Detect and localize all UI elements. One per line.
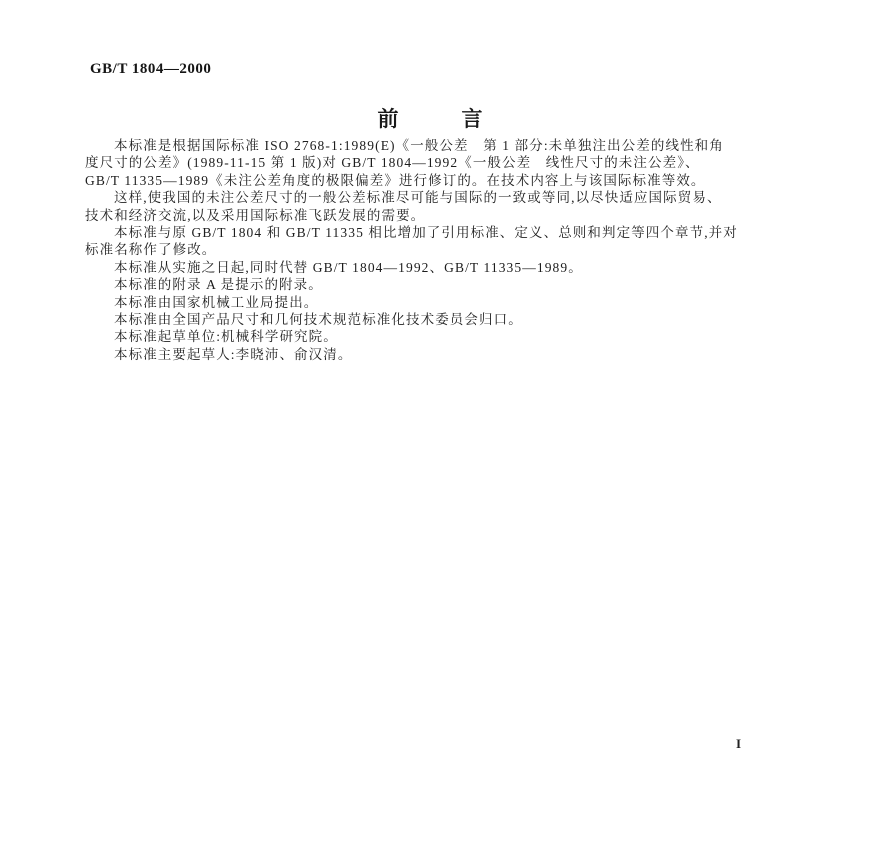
body-line: 本标准是根据国际标准 ISO 2768-1:1989(E)《一般公差 第 1 部分:未单独注出公差的线性和角 [114,138,724,153]
body-line: 本标准由全国产品尺寸和几何技术规范标准化技术委员会归口。 [114,311,523,327]
document-code: GB/T 1804—2000 [90,61,212,77]
body-line: 本标准由国家机械工业局提出。 [114,294,319,310]
page-number: I [736,736,742,751]
body-line: 本标准主要起草人:李晓沛、俞汉清。 [114,346,353,362]
body-line: 本标准与原 GB/T 1804 和 GB/T 11335 相比增加了引用标准、定义、总则和判定等四个章节,并对 [114,224,738,240]
foreword-body [85,137,780,363]
body-line: 本标准从实施之日起,同时代替 GB/T 1804—1992、GB/T 11335—1989。 [114,259,583,275]
body-line: 本标准的附录 A 是提示的附录。 [114,277,323,293]
body-line: 本标准起草单位:机械科学研究院。 [114,329,338,345]
body-line: GB/T 11335—1989《未注公差角度的极限偏差》进行修订的。在技术内容上与该国际标准等效。 [85,172,706,188]
body-line: 标准名称作了修改。 [85,242,217,258]
body-line: 技术和经济交流,以及采用国际标准飞跃发展的需要。 [85,207,426,223]
body-line: 度尺寸的公差》(1989-11-15 第 1 版)对 GB/T 1804—1992《一般公差 线性尺寸的未注公差》、 [85,155,700,171]
body-line: 这样,使我国的未注公差尺寸的一般公差标准尽可能与国际的一致或等同,以尽快适应国际贸易、 [114,190,722,206]
page-title: 前 言 [377,107,483,131]
